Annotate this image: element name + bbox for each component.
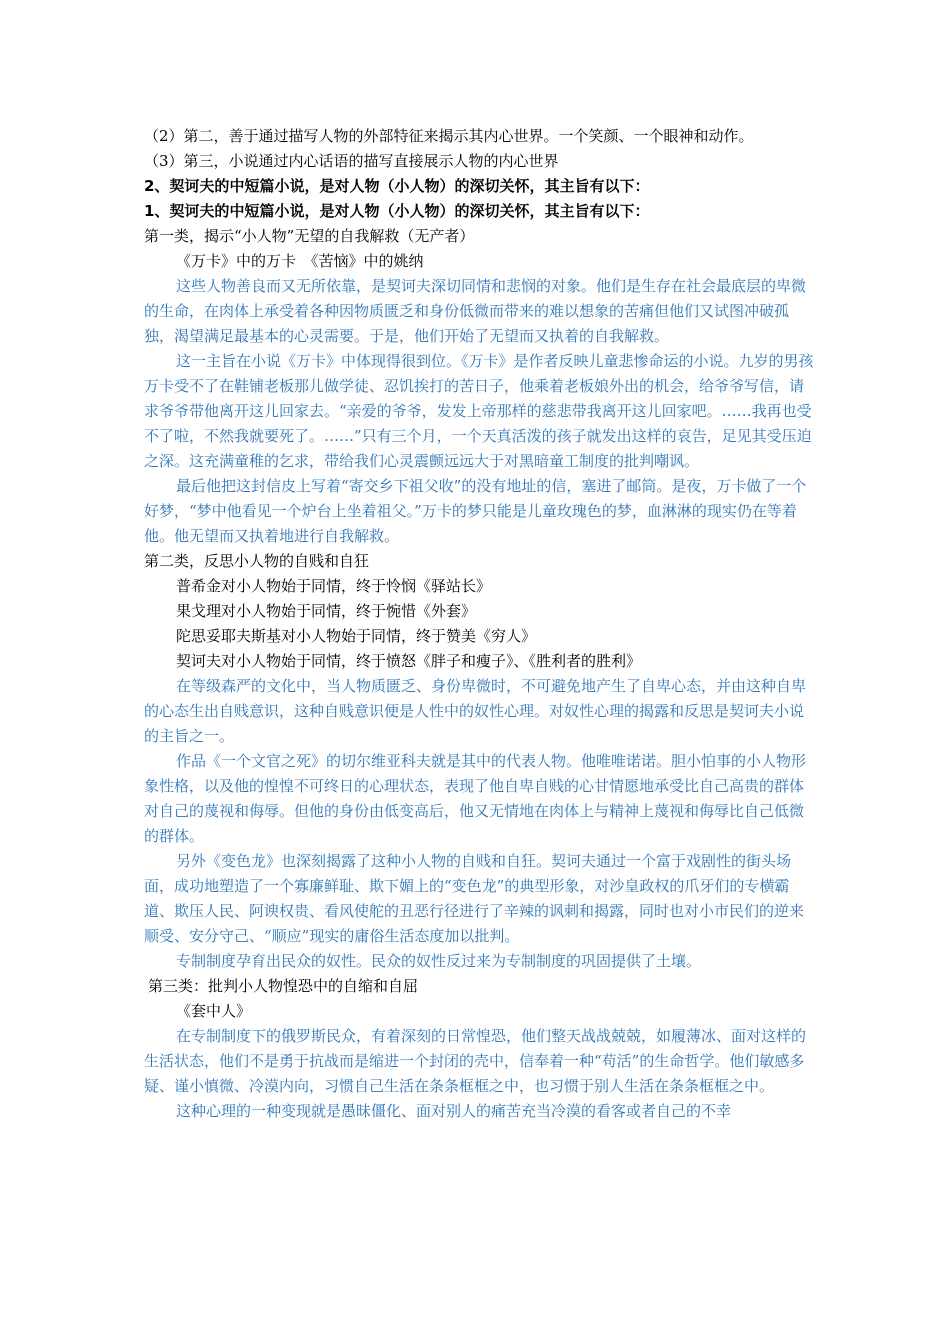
- paragraph-8: 在专制制度下的俄罗斯民众，有着深刻的日常惶恐，他们整天战战兢兢，如履薄冰、面对这样的生活状态，他们不是勇于抗战而是缩进一个封闭的壳中，信奉着一种“苟活”的生命哲学。他们敏感多疑、谨小慎微、冷漠内向，习惯自己生活在条条框框之中，也习惯于别人生活在条条框框之中。: [144, 1027, 807, 1095]
- category-1-title: 第一类，揭示“小人物”无望的自我解救（无产者）: [144, 227, 475, 245]
- point-2: （2）第二，善于通过描写人物的外部特征来揭示其内心世界。一个笑颜、一个眼神和动作。: [144, 127, 754, 145]
- category-2-title: 第二类，反思小人物的自贱和自狂: [144, 552, 370, 570]
- category-2-gogol: 果戈理对小人物始于同情，终于惋惜《外套》: [176, 602, 477, 620]
- category-3-title: 第三类：批判小人物惶恐中的自缩和自屈: [148, 977, 419, 995]
- category-3-work: 《套中人》: [176, 1002, 252, 1020]
- category-2-chekhov: 契诃夫对小人物始于同情，终于愤怒《胖子和瘦子》、《胜利者的胜利》: [176, 652, 642, 670]
- paragraph-5: 作品《一个文官之死》的切尔维亚科夫就是其中的代表人物。他唯唯诺诺。胆小怕事的小人物形象性格，以及他的惶惶不可终日的心理状态，表现了他自卑自贱的心甘情愿地承受比自己高贵的群体对自己的蔑视和侮辱。但他的身份由低变高后，他又无情地在肉体上与精神上蔑视和侮辱比自己低微的群体。: [144, 752, 807, 845]
- paragraph-4: 在等级森严的文化中，当人物质匮乏、身份卑微时，不可避免地产生了自卑心态，并由这种自卑的心态生出自贱意识，这种自贱意识便是人性中的奴性心理。对奴性心理的揭露和反思是契诃夫小说的主旨之一。: [144, 677, 807, 745]
- category-1-works: 《万卡》中的万卡 《苦恼》中的姚纳: [176, 252, 424, 270]
- section-heading-2: 2、契诃夫的中短篇小说，是对人物（小人物）的深切关怀，其主旨有以下：: [144, 177, 650, 195]
- category-2-dostoevsky: 陀思妥耶夫斯基对小人物始于同情，终于赞美《穷人》: [176, 627, 537, 645]
- point-3: （3）第三，小说通过内心话语的描写直接展示人物的内心世界: [144, 152, 559, 170]
- section-heading-1: 1、契诃夫的中短篇小说，是对人物（小人物）的深切关怀，其主旨有以下：: [144, 202, 650, 220]
- document-page: [144, 124, 814, 1124]
- paragraph-2: 这一主旨在小说《万卡》中体现得很到位。《万卡》是作者反映儿童悲惨命运的小说。九岁的男孩万卡受不了在鞋铺老板那儿做学徒、忍饥挨打的苦日子，他乘着老板娘外出的机会，给爷爷写信，请求爷爷带他离开这儿回家去。“亲爱的爷爷，发发上帝那样的慈悲带我离开这儿回家吧。……我再也受不了啦，不然我就要死了。……”只有三个月，一个天真活泼的孩子就发出这样的哀告，足见其受压迫之深。这充满童稚的乞求，带给我们心灵震颤远远大于对黑暗童工制度的批判嘲讽。: [144, 352, 814, 470]
- paragraph-9: 这种心理的一种变现就是愚昧僵化、面对别人的痛苦充当冷漠的看客或者自己的不幸: [176, 1102, 732, 1120]
- paragraph-1: 这些人物善良而又无所依靠，是契诃夫深切同情和悲悯的对象。他们是生存在社会最底层的卑微的生命，在肉体上承受着各种因物质匮乏和身份低微而带来的难以想象的苦痛但他们又试图冲破孤独，渴望满足最基本的心灵需要。于是，他们开始了无望而又执着的自我解救。: [144, 277, 807, 345]
- paragraph-6: 另外《变色龙》也深刻揭露了这种小人物的自贱和自狂。契诃夫通过一个富于戏剧性的街头场面，成功地塑造了一个寡廉鲜耻、欺下媚上的“变色龙”的典型形象，对沙皇政权的爪牙们的专横霸道、欺压人民、阿谀权贵、看风使舵的丑恶行径进行了辛辣的讽刺和揭露，同时也对小市民们的逆来顺受、安分守己、“顺应”现实的庸俗生活态度加以批判。: [144, 852, 805, 945]
- paragraph-3: 最后他把这封信皮上写着“寄交乡下祖父收”的没有地址的信，塞进了邮筒。是夜，万卡做了一个好梦，“梦中他看见一个炉台上坐着祖父。”万卡的梦只能是儿童玫瑰色的梦，血淋淋的现实仍在等着他。他无望而又执着地进行自我解救。: [144, 477, 807, 545]
- paragraph-7: 专制制度孕育出民众的奴性。民众的奴性反过来为专制制度的巩固提供了土壤。: [176, 952, 702, 970]
- category-2-pushkin: 普希金对小人物始于同情，终于怜悯《驿站长》: [176, 577, 492, 595]
